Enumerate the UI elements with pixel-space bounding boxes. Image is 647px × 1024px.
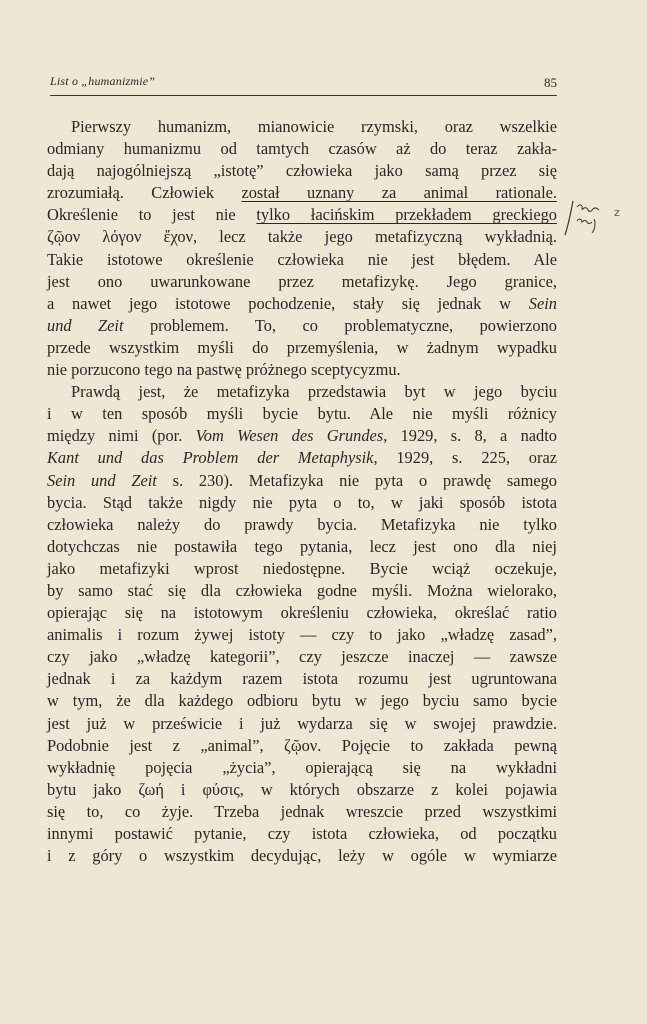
text-run: i z góry o wszystkim decydując, leży w ogóle w wymiarze	[47, 846, 557, 866]
text-run: problemem. To, co problematyczne, powierzono	[123, 315, 557, 335]
text-line	[47, 160, 557, 182]
text-run: tylko łacińskim przekładem greckiego	[256, 205, 557, 225]
text-run: innymi postawić pytanie, czy istota człowieka, od początku	[47, 824, 557, 843]
text-line	[47, 470, 557, 492]
text-run: a nawet jego istotowe pochodzenie, stały się jednak w	[47, 293, 529, 313]
page-number: 85	[544, 75, 557, 90]
text-line	[47, 359, 557, 381]
text-run: człowieka należy do prawdy bycia. Metafizyka nie tylko	[47, 514, 557, 534]
text-run: Sein	[528, 293, 557, 313]
text-run: Pierwszy humanizm, mianowicie rzymski, oraz wszelkie	[71, 117, 557, 136]
text-run: dotychczas nie postawiła tego pytania, lecz jest ono dla niej	[47, 536, 557, 556]
text-run: odmiany humanizmu od tamtych czasów aż do teraz zakła-	[47, 139, 557, 159]
text-line	[47, 271, 557, 293]
text-run: między nimi (por.	[47, 426, 196, 446]
text-line	[47, 403, 557, 425]
text-line	[47, 425, 557, 447]
text-line	[47, 845, 557, 867]
text-run: wykładnię pojęcia „życia”, opierającą się na wykładni	[47, 757, 557, 777]
text-line	[47, 735, 557, 757]
text-run: czy jako „władzę kategorii”, czy jeszcze inaczej — zawsze	[47, 647, 557, 667]
text-run: zrozumiałą. Człowiek	[47, 183, 242, 203]
text-line	[47, 602, 557, 624]
text-line	[47, 624, 557, 646]
text-run: nie porzucono tego na pastwę próżnego sceptycyzmu.	[47, 360, 401, 380]
text-run: s. 230). Metafizyka nie pyta o prawdę samego	[156, 470, 557, 490]
text-run: by samo stać się dla człowieka godne myśli. Można wielorako,	[47, 580, 557, 600]
text-run: und Zeit	[47, 315, 124, 335]
text-line	[47, 668, 557, 690]
text-run: Kant und das Problem der Metaphysik	[47, 448, 374, 468]
text-run: opierając się na istotowym określeniu człowieka, określać ratio	[47, 603, 557, 623]
text-line	[47, 757, 557, 779]
text-line	[47, 492, 557, 514]
text-line	[47, 182, 557, 204]
text-run: i w ten sposób myśli bycie bytu. Ale nie myśli różnicy	[47, 404, 557, 424]
text-run: Prawdą jest, że metafizyka przedstawia byt w jego byciu	[71, 382, 557, 402]
text-line	[47, 514, 557, 536]
text-run: Sein und Zeit	[47, 470, 157, 490]
text-run: się to, co żyje. Trzeba jednak wreszcie przed wszystkimi	[47, 801, 557, 821]
text-run: przede wszystkim myśli do przemyślenia, w żadnym wypadku	[47, 337, 557, 357]
text-run: , 1929, s. 8, a nadto	[383, 426, 557, 446]
text-line	[47, 381, 557, 403]
text-line	[47, 713, 557, 735]
running-header-title: List o „humanizmie”	[50, 74, 156, 88]
text-run: bycia. Stąd także nigdy nie pyta o to, w jaki sposób istota	[47, 492, 557, 512]
body-text	[47, 116, 557, 867]
text-line	[47, 536, 557, 558]
text-line	[47, 337, 557, 359]
header-rule	[50, 95, 557, 96]
text-run: Takie istotowe określenie człowieka nie jest błędem. Ale	[47, 249, 557, 269]
text-line	[47, 204, 557, 226]
text-run: Podobnie jest z „animal”, ζῷον. Pojęcie to zakłada pewną	[47, 735, 557, 755]
text-run: został uznany za animal rationale.	[241, 183, 557, 203]
text-run: ζῷον λόγον ἔχον, lecz także jego metafizyczną wykładnią.	[47, 227, 557, 247]
text-line	[47, 779, 557, 801]
text-line	[47, 315, 557, 337]
margin-mark: z	[614, 206, 620, 219]
text-line	[47, 690, 557, 712]
text-line	[47, 116, 557, 138]
text-run: dają najogólniejszą „istotę” człowieka jako samą przez się	[47, 161, 557, 181]
text-line	[47, 447, 557, 469]
handwritten-margin-note	[563, 197, 603, 239]
text-run: animalis i rozum żywej istoty — czy to jako „władzę zasad”,	[47, 625, 557, 645]
text-run: jest ono uwarunkowane przez metafizykę. Jego granice,	[47, 271, 557, 291]
text-run: w tym, że dla każdego odbioru bytu w jego byciu samo bycie	[47, 691, 557, 711]
text-run: Vom Wesen des Grundes	[195, 426, 384, 446]
text-line	[47, 801, 557, 823]
text-run: , 1929, s. 225, oraz	[373, 448, 557, 468]
text-line	[47, 646, 557, 668]
text-line	[47, 138, 557, 160]
text-run: Określenie to jest nie	[47, 205, 257, 225]
text-line	[47, 558, 557, 580]
text-line	[47, 823, 557, 845]
text-line	[47, 249, 557, 271]
text-run: jest już w prześwicie i już wydarza się w swojej prawdzie.	[47, 713, 557, 733]
text-run: bytu jako ζωή i φύσις, w których obszarze z kolei pojawia	[47, 779, 557, 799]
text-line	[47, 226, 557, 248]
text-line	[47, 293, 557, 315]
text-line	[47, 580, 557, 602]
text-run: jako metafizyki wprost niedostępne. Bycie wciąż oczekuje,	[47, 558, 557, 578]
text-run: jednak i za każdym razem istota rozumu jest ugruntowana	[47, 669, 557, 689]
